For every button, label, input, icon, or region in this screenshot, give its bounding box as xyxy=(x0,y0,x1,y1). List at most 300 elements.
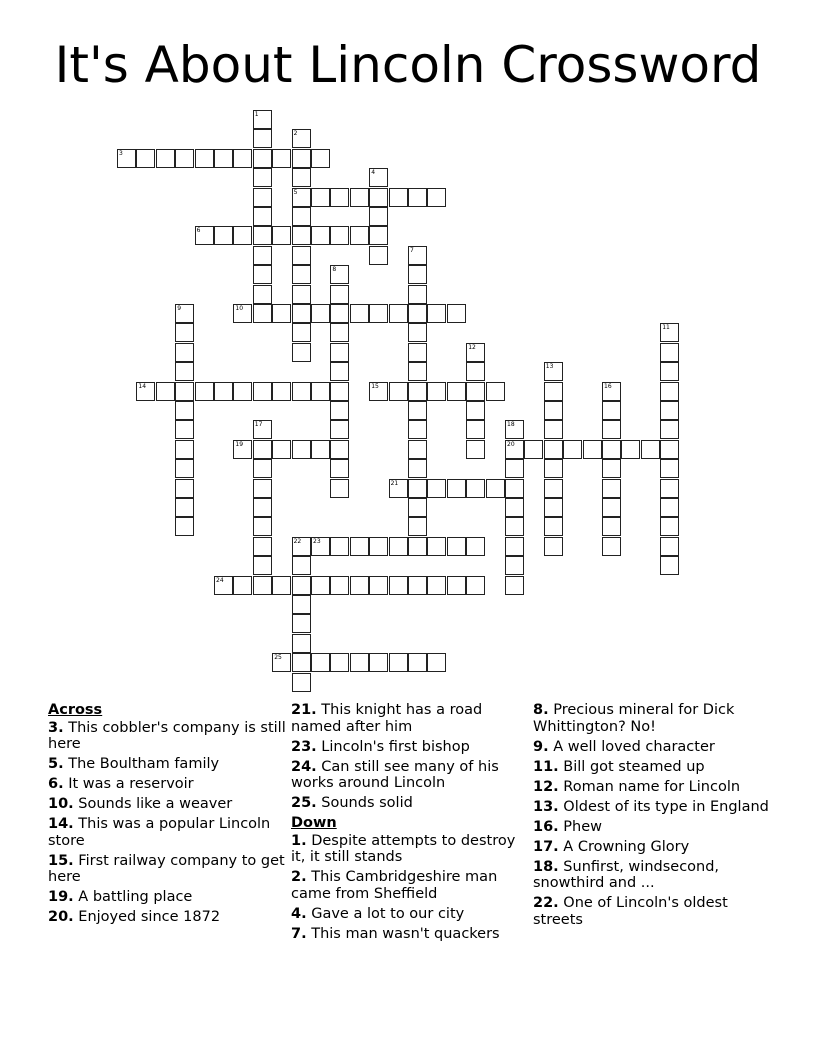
grid-cell[interactable] xyxy=(369,226,388,245)
grid-cell[interactable] xyxy=(292,207,311,226)
cell-number: 23 xyxy=(313,537,321,545)
grid-cell[interactable] xyxy=(466,576,485,595)
grid-cell[interactable] xyxy=(447,382,466,401)
grid-cell[interactable] xyxy=(350,576,369,595)
grid-cell[interactable] xyxy=(195,226,214,245)
grid-cell[interactable] xyxy=(350,188,369,207)
clue-item xyxy=(48,889,288,906)
grid-cell[interactable] xyxy=(602,420,621,439)
grid-cell[interactable] xyxy=(427,537,446,556)
grid-cell[interactable] xyxy=(253,420,272,439)
grid-cell[interactable] xyxy=(660,382,679,401)
grid-cell[interactable] xyxy=(214,226,233,245)
clue-item xyxy=(533,819,773,836)
clue-text: It was a reservoir xyxy=(68,776,194,792)
grid-cell[interactable] xyxy=(330,226,349,245)
grid-cell[interactable] xyxy=(330,323,349,342)
grid-cell[interactable] xyxy=(311,188,330,207)
grid-cell[interactable] xyxy=(544,382,563,401)
clue-item xyxy=(48,796,288,813)
grid-cell[interactable] xyxy=(292,653,311,672)
grid-cell[interactable] xyxy=(369,576,388,595)
grid-cell[interactable] xyxy=(408,401,427,420)
grid-cell[interactable] xyxy=(292,673,311,692)
grid-cell[interactable] xyxy=(408,537,427,556)
grid-cell[interactable] xyxy=(544,479,563,498)
grid-cell[interactable] xyxy=(311,382,330,401)
grid-cell[interactable] xyxy=(195,382,214,401)
grid-cell[interactable] xyxy=(408,517,427,536)
clue-text: Despite attempts to destroy it, it still stands xyxy=(291,832,516,865)
grid-cell[interactable] xyxy=(505,459,524,478)
grid-cell[interactable] xyxy=(292,323,311,342)
grid-cell[interactable] xyxy=(272,149,291,168)
grid-cell[interactable] xyxy=(175,517,194,536)
grid-cell[interactable] xyxy=(117,149,136,168)
grid-cell[interactable] xyxy=(660,459,679,478)
clue-text: Phew xyxy=(563,818,603,835)
cell-number: 5 xyxy=(293,188,298,196)
clue-number: 2. xyxy=(291,869,307,885)
down-heading: Down xyxy=(291,815,337,831)
grid-cell[interactable] xyxy=(660,537,679,556)
grid-cell[interactable] xyxy=(330,362,349,381)
clue-item xyxy=(533,702,773,735)
grid-cell[interactable] xyxy=(408,343,427,362)
grid-cell[interactable] xyxy=(408,420,427,439)
grid-cell[interactable] xyxy=(427,188,446,207)
clue-text: A battling place xyxy=(78,889,193,905)
clue-number: 11. xyxy=(533,758,559,775)
grid-cell[interactable] xyxy=(660,517,679,536)
grid-cell[interactable] xyxy=(602,517,621,536)
clue-number: 5. xyxy=(48,756,64,772)
grid-cell[interactable] xyxy=(505,479,524,498)
grid-cell[interactable] xyxy=(175,382,194,401)
clue-text: Lincoln's first bishop xyxy=(321,738,470,755)
grid-cell[interactable] xyxy=(272,576,291,595)
grid-cell[interactable] xyxy=(602,537,621,556)
grid-cell[interactable] xyxy=(136,149,155,168)
grid-cell[interactable] xyxy=(311,537,330,556)
grid-cell[interactable] xyxy=(292,382,311,401)
grid-cell[interactable] xyxy=(253,265,272,284)
clue-item xyxy=(291,795,531,812)
cell-number: 6 xyxy=(196,227,201,235)
grid-cell[interactable] xyxy=(427,382,446,401)
grid-cell[interactable] xyxy=(272,304,291,323)
grid-cell[interactable] xyxy=(330,653,349,672)
clue-number: 7. xyxy=(291,925,307,942)
clue-text: Bill got steamed up xyxy=(563,758,705,775)
grid-cell[interactable] xyxy=(389,188,408,207)
grid-cell[interactable] xyxy=(253,537,272,556)
grid-cell[interactable] xyxy=(253,149,272,168)
grid-cell[interactable] xyxy=(408,498,427,517)
grid-cell[interactable] xyxy=(408,323,427,342)
grid-cell[interactable] xyxy=(330,382,349,401)
grid-cell[interactable] xyxy=(311,149,330,168)
grid-cell[interactable] xyxy=(369,246,388,265)
grid-cell[interactable] xyxy=(136,382,155,401)
grid-cell[interactable] xyxy=(408,382,427,401)
grid-cell[interactable] xyxy=(427,304,446,323)
grid-cell[interactable] xyxy=(233,382,252,401)
grid-cell[interactable] xyxy=(408,653,427,672)
grid-cell[interactable] xyxy=(253,207,272,226)
clue-number: 25. xyxy=(291,795,317,811)
grid-cell[interactable] xyxy=(292,304,311,323)
grid-cell[interactable] xyxy=(505,440,524,459)
clue-text: Sounds solid xyxy=(321,795,413,811)
clue-number: 19. xyxy=(48,889,74,905)
grid-cell[interactable] xyxy=(292,595,311,614)
grid-cell[interactable] xyxy=(544,498,563,517)
grid-cell[interactable] xyxy=(389,653,408,672)
grid-cell[interactable] xyxy=(253,556,272,575)
grid-cell[interactable] xyxy=(602,440,621,459)
grid-cell[interactable] xyxy=(427,653,446,672)
grid-cell[interactable] xyxy=(330,459,349,478)
clue-number: 8. xyxy=(533,702,549,718)
grid-cell[interactable] xyxy=(311,226,330,245)
grid-cell[interactable] xyxy=(486,479,505,498)
grid-cell[interactable] xyxy=(253,479,272,498)
clue-number: 20. xyxy=(48,909,74,925)
across-heading: Across xyxy=(48,702,103,718)
grid-cell[interactable] xyxy=(311,440,330,459)
clues-column-2 xyxy=(291,702,531,946)
grid-cell[interactable] xyxy=(292,246,311,265)
clue-item xyxy=(533,799,773,816)
grid-cell[interactable] xyxy=(214,576,233,595)
grid-cell[interactable] xyxy=(369,188,388,207)
grid-cell[interactable] xyxy=(292,149,311,168)
grid-cell[interactable] xyxy=(350,304,369,323)
grid-cell[interactable] xyxy=(330,420,349,439)
grid-cell[interactable] xyxy=(253,304,272,323)
clue-text: A Crowning Glory xyxy=(563,838,690,855)
grid-cell[interactable] xyxy=(544,440,563,459)
clue-text: A well loved character xyxy=(553,738,715,755)
grid-cell[interactable] xyxy=(292,285,311,304)
clue-item xyxy=(291,759,531,792)
grid-cell[interactable] xyxy=(408,285,427,304)
grid-cell[interactable] xyxy=(602,498,621,517)
grid-cell[interactable] xyxy=(292,634,311,653)
grid-cell[interactable] xyxy=(660,556,679,575)
grid-cell[interactable] xyxy=(292,537,311,556)
grid-cell[interactable] xyxy=(602,382,621,401)
grid-cell[interactable] xyxy=(408,188,427,207)
clue-item xyxy=(291,739,531,756)
clue-item xyxy=(48,816,288,849)
cell-number: 8 xyxy=(332,266,337,274)
grid-cell[interactable] xyxy=(505,517,524,536)
grid-cell[interactable] xyxy=(544,459,563,478)
grid-cell[interactable] xyxy=(330,401,349,420)
grid-cell[interactable] xyxy=(253,188,272,207)
clue-number: 22. xyxy=(533,895,559,911)
grid-cell[interactable] xyxy=(602,459,621,478)
clue-item xyxy=(291,926,531,943)
grid-cell[interactable] xyxy=(389,304,408,323)
grid-cell[interactable] xyxy=(175,440,194,459)
grid-cell[interactable] xyxy=(486,382,505,401)
grid-cell[interactable] xyxy=(272,382,291,401)
grid-cell[interactable] xyxy=(505,556,524,575)
grid-cell[interactable] xyxy=(466,362,485,381)
grid-cell[interactable] xyxy=(253,459,272,478)
clue-text: This was a popular Lincoln store xyxy=(48,816,271,849)
clue-text: Sounds like a weaver xyxy=(78,796,233,812)
clue-number: 21. xyxy=(291,702,317,718)
grid-cell[interactable] xyxy=(447,304,466,323)
grid-cell[interactable] xyxy=(330,304,349,323)
cell-number: 14 xyxy=(138,382,147,390)
grid-cell[interactable] xyxy=(369,304,388,323)
grid-cell[interactable] xyxy=(292,440,311,459)
grid-cell[interactable] xyxy=(389,576,408,595)
grid-cell[interactable] xyxy=(427,479,446,498)
grid-cell[interactable] xyxy=(408,479,427,498)
grid-cell[interactable] xyxy=(292,226,311,245)
grid-cell[interactable] xyxy=(660,362,679,381)
grid-cell[interactable] xyxy=(214,149,233,168)
cell-number: 12 xyxy=(468,343,476,351)
grid-cell[interactable] xyxy=(292,614,311,633)
clue-text: This Cambridgeshire man came from Sheffield xyxy=(291,869,498,902)
grid-cell[interactable] xyxy=(505,537,524,556)
grid-cell[interactable] xyxy=(369,537,388,556)
grid-cell[interactable] xyxy=(156,149,175,168)
clue-item xyxy=(48,776,288,793)
grid-cell[interactable] xyxy=(447,537,466,556)
grid-cell[interactable] xyxy=(330,440,349,459)
grid-cell[interactable] xyxy=(563,440,582,459)
grid-cell[interactable] xyxy=(175,149,194,168)
grid-cell[interactable] xyxy=(408,440,427,459)
grid-cell[interactable] xyxy=(369,382,388,401)
grid-cell[interactable] xyxy=(505,576,524,595)
clue-item xyxy=(48,756,288,773)
clue-item xyxy=(291,869,531,902)
grid-cell[interactable] xyxy=(466,343,485,362)
grid-cell[interactable] xyxy=(292,576,311,595)
grid-cell[interactable] xyxy=(466,382,485,401)
clue-text: One of Lincoln's oldest streets xyxy=(533,895,728,928)
clue-item xyxy=(533,895,773,928)
grid-cell[interactable] xyxy=(408,265,427,284)
clue-text: This knight has a road named after him xyxy=(291,702,483,735)
grid-cell[interactable] xyxy=(311,653,330,672)
grid-cell[interactable] xyxy=(466,440,485,459)
grid-cell[interactable] xyxy=(427,576,446,595)
grid-cell[interactable] xyxy=(544,362,563,381)
cell-number: 22 xyxy=(293,537,302,545)
grid-cell[interactable] xyxy=(544,517,563,536)
clue-number: 1. xyxy=(291,832,307,849)
grid-cell[interactable] xyxy=(660,440,679,459)
grid-cell[interactable] xyxy=(330,265,349,284)
cell-number: 20 xyxy=(507,440,515,448)
cell-number: 3 xyxy=(119,149,123,157)
grid-cell[interactable] xyxy=(408,304,427,323)
grid-cell[interactable] xyxy=(292,343,311,362)
cell-number: 1 xyxy=(254,111,259,118)
grid-cell[interactable] xyxy=(466,420,485,439)
grid-cell[interactable] xyxy=(660,401,679,420)
grid-cell[interactable] xyxy=(292,168,311,187)
grid-cell[interactable] xyxy=(175,304,194,323)
grid-cell[interactable] xyxy=(175,420,194,439)
grid-cell[interactable] xyxy=(330,343,349,362)
grid-cell[interactable] xyxy=(466,401,485,420)
grid-cell[interactable] xyxy=(156,382,175,401)
grid-cell[interactable] xyxy=(253,576,272,595)
grid-cell[interactable] xyxy=(311,304,330,323)
page-title: It's About Lincoln Crossword xyxy=(54,36,762,94)
clue-item xyxy=(291,702,531,735)
grid-cell[interactable] xyxy=(292,129,311,148)
grid-cell[interactable] xyxy=(253,498,272,517)
grid-cell[interactable] xyxy=(466,479,485,498)
clue-number: 12. xyxy=(533,778,559,795)
grid-cell[interactable] xyxy=(602,401,621,420)
grid-cell[interactable] xyxy=(660,479,679,498)
grid-cell[interactable] xyxy=(253,246,272,265)
grid-cell[interactable] xyxy=(330,479,349,498)
grid-cell[interactable] xyxy=(350,537,369,556)
grid-cell[interactable] xyxy=(602,479,621,498)
across-clue-list-continued xyxy=(291,702,531,812)
clue-item xyxy=(291,906,531,923)
grid-cell[interactable] xyxy=(195,149,214,168)
down-clue-list-continued xyxy=(533,702,773,928)
grid-cell[interactable] xyxy=(253,517,272,536)
grid-cell[interactable] xyxy=(369,653,388,672)
grid-cell[interactable] xyxy=(175,498,194,517)
grid-cell[interactable] xyxy=(311,576,330,595)
grid-cell[interactable] xyxy=(660,323,679,342)
clue-text: First railway company to get here xyxy=(48,852,285,885)
grid-cell[interactable] xyxy=(408,362,427,381)
grid-cell[interactable] xyxy=(272,653,291,672)
grid-cell[interactable] xyxy=(253,285,272,304)
grid-cell[interactable] xyxy=(253,110,272,129)
grid-cell[interactable] xyxy=(389,382,408,401)
grid-cell[interactable] xyxy=(233,576,252,595)
grid-cell[interactable] xyxy=(233,149,252,168)
clue-number: 23. xyxy=(291,738,317,755)
clue-number: 15. xyxy=(48,852,74,869)
grid-cell[interactable] xyxy=(408,459,427,478)
grid-cell[interactable] xyxy=(466,537,485,556)
cell-number: 17 xyxy=(254,421,263,429)
clue-number: 6. xyxy=(48,776,64,792)
grid-cell[interactable] xyxy=(447,576,466,595)
clue-item xyxy=(533,779,773,796)
grid-cell[interactable] xyxy=(621,440,640,459)
grid-cell[interactable] xyxy=(253,226,272,245)
cell-number: 19 xyxy=(235,440,244,448)
grid-cell[interactable] xyxy=(544,420,563,439)
cell-number: 4 xyxy=(371,169,376,177)
clue-number: 24. xyxy=(291,758,317,775)
grid-cell[interactable] xyxy=(233,304,252,323)
grid-cell[interactable] xyxy=(330,576,349,595)
grid-cell[interactable] xyxy=(583,440,602,459)
cell-number: 18 xyxy=(507,421,515,429)
grid-cell[interactable] xyxy=(660,420,679,439)
across-clue-list xyxy=(48,720,288,926)
grid-cell[interactable] xyxy=(272,226,291,245)
grid-cell[interactable] xyxy=(292,556,311,575)
grid-cell[interactable] xyxy=(505,420,524,439)
grid-cell[interactable] xyxy=(330,188,349,207)
grid-cell[interactable] xyxy=(272,440,291,459)
cell-number: 2 xyxy=(293,130,298,138)
grid-cell[interactable] xyxy=(350,226,369,245)
grid-cell[interactable] xyxy=(369,168,388,187)
cell-number: 11 xyxy=(662,324,670,332)
cell-number: 25 xyxy=(274,654,282,662)
grid-cell[interactable] xyxy=(369,207,388,226)
clue-text: This cobbler's company is still here xyxy=(48,719,286,752)
clue-number: 13. xyxy=(533,798,559,815)
grid-cell[interactable] xyxy=(175,479,194,498)
cell-number: 16 xyxy=(604,382,612,390)
grid-cell[interactable] xyxy=(253,168,272,187)
clue-item xyxy=(291,833,531,866)
grid-cell[interactable] xyxy=(292,265,311,284)
grid-cell[interactable] xyxy=(408,576,427,595)
grid-cell[interactable] xyxy=(292,188,311,207)
clue-number: 10. xyxy=(48,796,74,812)
grid-cell[interactable] xyxy=(233,226,252,245)
grid-cell[interactable] xyxy=(408,246,427,265)
cell-number: 15 xyxy=(371,382,379,390)
grid-cell[interactable] xyxy=(389,537,408,556)
grid-cell[interactable] xyxy=(660,498,679,517)
grid-cell[interactable] xyxy=(253,129,272,148)
clue-text: Can still see many of his works around Lincoln xyxy=(291,758,499,791)
grid-cell[interactable] xyxy=(175,362,194,381)
grid-cell[interactable] xyxy=(253,440,272,459)
grid-cell[interactable] xyxy=(175,323,194,342)
grid-cell[interactable] xyxy=(660,343,679,362)
grid-cell[interactable] xyxy=(350,653,369,672)
clue-number: 18. xyxy=(533,858,559,875)
grid-cell[interactable] xyxy=(175,343,194,362)
grid-cell[interactable] xyxy=(524,440,543,459)
grid-cell[interactable] xyxy=(253,382,272,401)
grid-cell[interactable] xyxy=(175,459,194,478)
grid-cell[interactable] xyxy=(544,537,563,556)
grid-cell[interactable] xyxy=(544,401,563,420)
grid-cell[interactable] xyxy=(389,479,408,498)
grid-cell[interactable] xyxy=(233,440,252,459)
grid-cell[interactable] xyxy=(214,382,233,401)
clue-text: Enjoyed since 1872 xyxy=(78,909,221,925)
grid-cell[interactable] xyxy=(330,537,349,556)
grid-cell[interactable] xyxy=(505,498,524,517)
grid-cell[interactable] xyxy=(641,440,660,459)
grid-cell[interactable] xyxy=(175,401,194,420)
grid-cell[interactable] xyxy=(330,285,349,304)
grid-cell[interactable] xyxy=(447,479,466,498)
clue-item xyxy=(533,739,773,756)
